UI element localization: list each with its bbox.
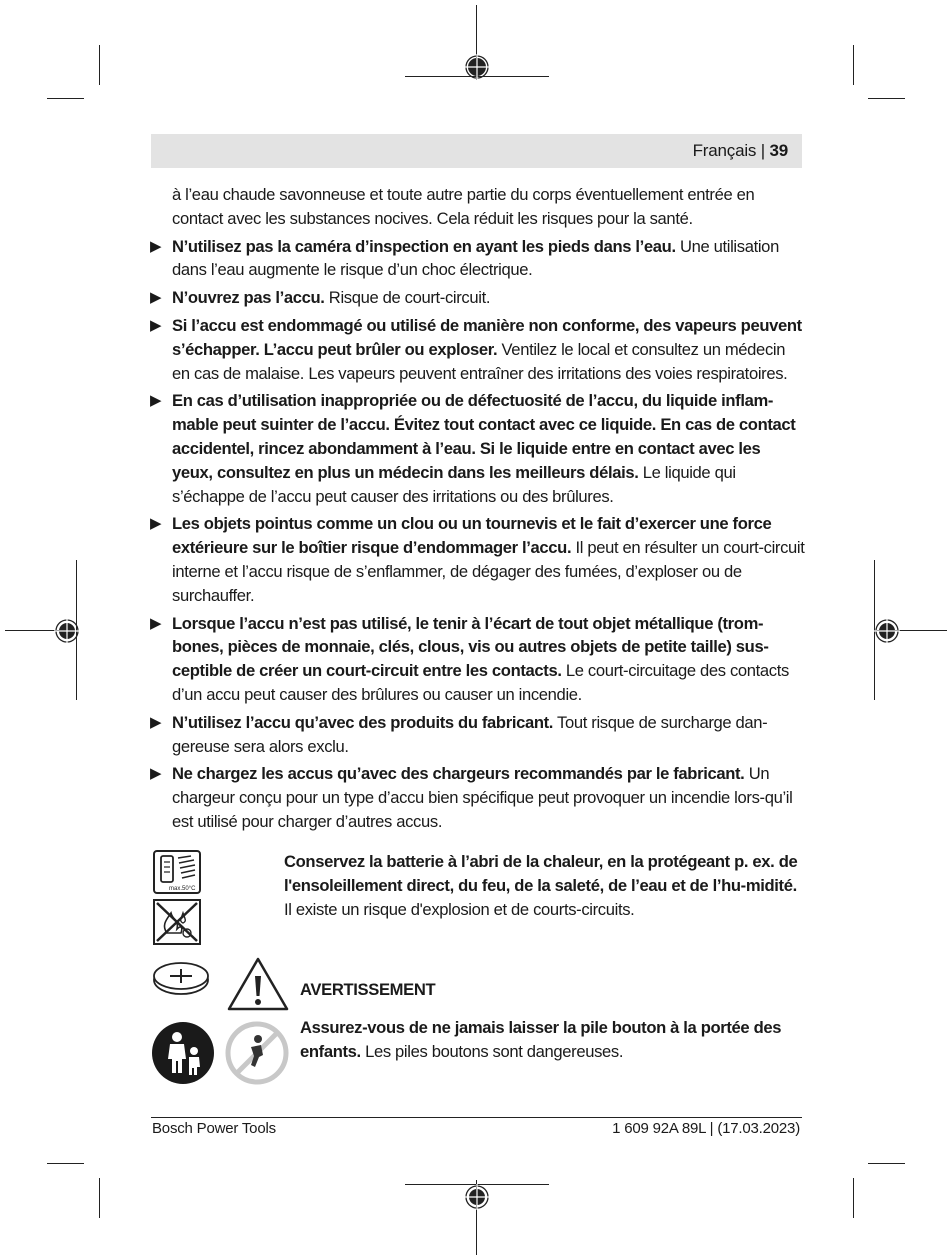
bullet-arrow-icon: ▶ — [150, 614, 162, 632]
list-item — [150, 389, 805, 508]
bullet-text: Risque de court-circuit. — [324, 288, 491, 308]
coin-warning-text — [300, 1016, 800, 1064]
max-temp-label: max.50°C — [169, 886, 196, 892]
bullet-bold-text: Si l’accu est endommagé ou utilisé de manière non conforme, des vapeurs peuvent s’échapper. L’accu peut brûler ou exploser. — [172, 315, 802, 359]
list-item — [150, 314, 805, 385]
footer-left: Bosch Power Tools — [152, 1120, 276, 1137]
bullet-bold-text: N’ouvrez pas l’accu. — [172, 288, 325, 308]
bullet-bold-text: Lorsque l’accu n’est pas utilisé, le tenir à l’écart de tout objet métallique (trom-bones, pièces de monnaie, clés, clous, vis ou autres objets de petite taille) sus-ceptible de créer un court-circuit entre les contacts. — [172, 613, 769, 681]
bullet-arrow-icon: ▶ — [150, 392, 162, 410]
coin-warning-normal: Les piles boutons sont dangereuses. — [360, 1041, 624, 1061]
footer-right: 1 609 92A 89L | (17.03.2023) — [612, 1120, 800, 1137]
bullet-bold-text: Les objets pointus comme un clou ou un tournevis et le fait d’exercer une force extérieure sur le boîtier risque d’endommager l’accu. — [172, 514, 772, 558]
keep-away-from-children-icon — [151, 1021, 215, 1085]
heat-protection-icon — [153, 850, 201, 894]
continued-paragraph: à l’eau chaude savonneuse et toute autre partie du corps éventuellement entrée en contact avec les substances nocives. Cela réduit les risques pour la santé. — [172, 185, 755, 228]
bullet-bold-text: N’utilisez pas la caméra d’inspection en ayant les pieds dans l’eau. — [172, 236, 676, 256]
list-item — [150, 762, 805, 833]
bullet-text: Il peut en résulter un court-circuit interne et l’accu risque de s’enflammer, de dégager des fumées, d’exploser ou de surchauffer. — [172, 538, 805, 605]
heat-warning-text — [284, 850, 804, 921]
warning-title: AVERTISSEMENT — [300, 980, 436, 999]
bullet-arrow-icon: ▶ — [150, 289, 162, 307]
registration-mark-icon — [462, 52, 492, 82]
no-children-icon — [225, 1021, 289, 1085]
page-header — [151, 134, 802, 168]
heat-warning-normal: Il existe un risque d'explosion et de courts-circuits. — [284, 899, 635, 919]
list-item — [150, 235, 805, 283]
header-label — [693, 141, 788, 161]
list-item — [150, 512, 805, 607]
bullet-text: Tout risque de surcharge dan-gereuse sera alors exclu. — [172, 712, 768, 756]
registration-mark-icon — [52, 616, 82, 646]
bullet-bold-text: N’utilisez l’accu qu’avec des produits du fabricant. — [172, 712, 554, 732]
warning-triangle-icon — [226, 956, 290, 1012]
page-number: 39 — [769, 141, 788, 160]
coin-cell-battery-icon — [152, 960, 212, 996]
bullet-bold-text: Ne chargez les accus qu’avec des chargeurs recommandés par le fabricant. — [172, 764, 745, 784]
bullet-bold-text: En cas d’utilisation inappropriée ou de défectuosité de l’accu, du liquide inflam-mable peut suinter de l’accu. Évitez tout contact avec ce liquide. En cas de contact accidentel, rincez abondamment à l’eau. Si le liquide entre en contact avec les yeux, consultez en plus un médecin dans les meilleurs délais. — [172, 391, 796, 482]
list-item — [150, 286, 805, 310]
list-item — [150, 711, 805, 759]
bullet-text: Un chargeur conçu pour un type d’accu bien spécifique peut provoquer un incendie lors-qu’il est utilisé pour charger d’autres accus. — [172, 764, 793, 831]
bullet-arrow-icon: ▶ — [150, 316, 162, 334]
list-item — [150, 612, 805, 707]
heat-warning-bold: Conservez la batterie à l’abri de la chaleur, en la protégeant p. ex. de l'ensoleillement direct, du feu, de la saleté, de l’eau et de l’hu-midité. — [284, 852, 798, 895]
bullet-text: Le liquide qui s’échappe de l’accu peut causer des irritations ou des brûlures. — [172, 462, 736, 506]
bullet-arrow-icon: ▶ — [150, 713, 162, 731]
header-language: Français — [692, 141, 757, 160]
bullet-text: Une utilisation dans l’eau augmente le risque d’un choc électrique. — [172, 236, 779, 280]
bullet-text: Ventilez le local et consultez un médecin en cas de malaise. Les vapeurs peuvent entraîner des irritations des voies respiratoires. — [172, 339, 788, 383]
header-separator: | — [760, 141, 765, 160]
bullet-text: Le court-circuitage des contacts d’un accu peut causer des brûlures ou causer un incendie. — [172, 661, 789, 704]
registration-mark-icon — [462, 1182, 492, 1212]
bullet-arrow-icon: ▶ — [150, 765, 162, 783]
bullet-arrow-icon: ▶ — [150, 515, 162, 533]
coin-warning-bold: Assurez-vous de ne jamais laisser la pile bouton à la portée des enfants. — [300, 1018, 782, 1061]
safety-instructions — [150, 183, 805, 834]
bullet-arrow-icon: ▶ — [150, 237, 162, 255]
no-fire-dirt-water-icon — [153, 899, 201, 945]
registration-mark-icon — [872, 616, 902, 646]
footer-divider — [151, 1117, 802, 1118]
